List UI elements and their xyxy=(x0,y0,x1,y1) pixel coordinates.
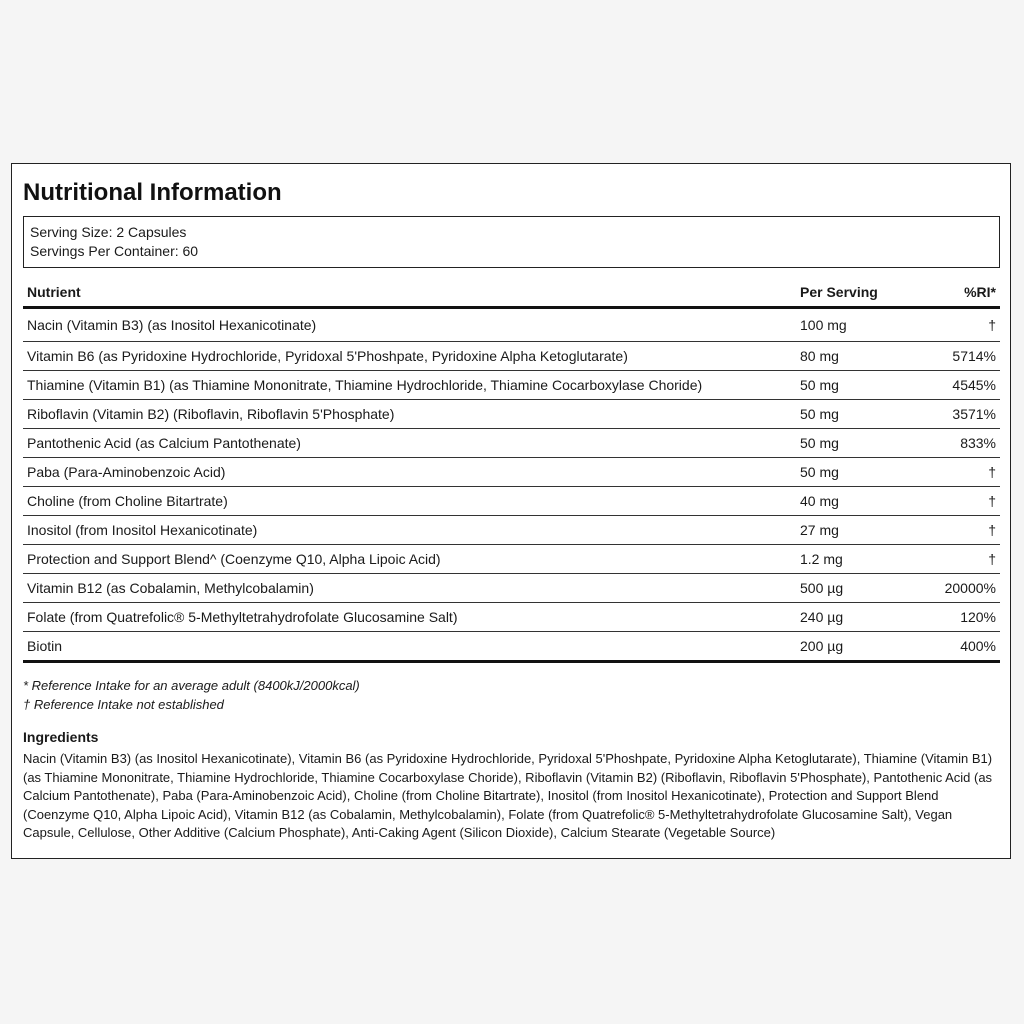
footnote-reference-intake: * Reference Intake for an average adult (8400kJ/2000kcal) xyxy=(23,678,360,693)
per-serving-value: 1.2 mg xyxy=(796,545,920,574)
ri-value: 4545% xyxy=(920,371,1000,400)
ri-value: 833% xyxy=(920,429,1000,458)
serving-info-box xyxy=(23,216,1000,268)
table-row xyxy=(23,400,1000,429)
per-serving-value: 80 mg xyxy=(796,342,920,371)
ri-value: 3571% xyxy=(920,400,1000,429)
ri-value: † xyxy=(920,458,1000,487)
nutrient-name: Vitamin B6 (as Pyridoxine Hydrochloride, Pyridoxal 5'Phoshpate, Pyridoxine Alpha Ketoglutarate) xyxy=(23,342,796,371)
table-row xyxy=(23,632,1000,662)
table-row xyxy=(23,487,1000,516)
ingredients-heading: Ingredients xyxy=(23,729,99,745)
table-row xyxy=(23,545,1000,574)
footnote-not-established: † Reference Intake not established xyxy=(23,697,224,712)
nutrient-name: Thiamine (Vitamin B1) (as Thiamine Mononitrate, Thiamine Hydrochloride, Thiamine Cocarboxylase Choride) xyxy=(23,371,796,400)
ri-value: † xyxy=(920,545,1000,574)
per-serving-value: 50 mg xyxy=(796,371,920,400)
header-per-serving: Per Serving xyxy=(796,279,920,308)
table-row xyxy=(23,429,1000,458)
per-serving-value: 50 mg xyxy=(796,458,920,487)
nutrient-name: Biotin xyxy=(23,632,796,662)
per-serving-value: 50 mg xyxy=(796,400,920,429)
nutrient-name: Folate (from Quatrefolic® 5-Methyltetrahydrofolate Glucosamine Salt) xyxy=(23,603,796,632)
nutrient-name: Riboflavin (Vitamin B2) (Riboflavin, Riboflavin 5'Phosphate) xyxy=(23,400,796,429)
nutrient-name: Vitamin B12 (as Cobalamin, Methylcobalamin) xyxy=(23,574,796,603)
ri-value: † xyxy=(920,308,1000,342)
per-serving-value: 500 µg xyxy=(796,574,920,603)
nutrient-name: Pantothenic Acid (as Calcium Pantothenate) xyxy=(23,429,796,458)
per-serving-value: 27 mg xyxy=(796,516,920,545)
table-row xyxy=(23,308,1000,342)
ri-value: † xyxy=(920,487,1000,516)
per-serving-value: 200 µg xyxy=(796,632,920,662)
nutrient-name: Nacin (Vitamin B3) (as Inositol Hexanicotinate) xyxy=(23,308,796,342)
header-nutrient: Nutrient xyxy=(23,279,796,308)
servings-per-container: Servings Per Container: 60 xyxy=(30,243,199,259)
nutrient-name: Protection and Support Blend^ (Coenzyme Q10, Alpha Lipoic Acid) xyxy=(23,545,796,574)
table-header-row xyxy=(23,279,1000,308)
per-serving-value: 100 mg xyxy=(796,308,920,342)
nutrition-table xyxy=(23,279,1000,663)
serving-size: Serving Size: 2 Capsules xyxy=(30,224,187,240)
per-serving-value: 40 mg xyxy=(796,487,920,516)
nutrition-panel xyxy=(11,163,1011,859)
table-row xyxy=(23,458,1000,487)
nutrient-name: Paba (Para-Aminobenzoic Acid) xyxy=(23,458,796,487)
ingredients-text: Nacin (Vitamin B3) (as Inositol Hexanicotinate), Vitamin B6 (as Pyridoxine Hydrochloride, Pyridoxal 5'Phoshpate, Pyridoxine Alpha Ketoglutarate), Thiamine (Vitamin B1) (as Thiamine Mononitrate, Thiamine Hydrochloride, Thiamine Cocarboxylase Choride), Riboflavin (Vitamin B2) (Riboflavin, Riboflavin 5'Phosphate), Pantothenic Acid (as Calcium Pantothenate), Paba (Para-Aminobenzoic Acid), Choline (from Choline Bitartrate), Inositol (from Inositol Hexanicotinate), Protection and Support Blend (Coenzyme Q10, Alpha Lipoic Acid), Vitamin B12 (as Cobalamin, Methylcobalamin), Folate (from Quatrefolic® 5-Methyltetrahydrofolate Glucosamine Salt), Vegan Capsule, Cellulose, Other Additive (Calcium Phosphate), Anti-Caking Agent (Silicon Dioxide), Calcium Stearate (Vegetable Source) xyxy=(23,751,993,840)
table-row xyxy=(23,342,1000,371)
per-serving-value: 50 mg xyxy=(796,429,920,458)
ri-value: 20000% xyxy=(920,574,1000,603)
nutrient-name: Inositol (from Inositol Hexanicotinate) xyxy=(23,516,796,545)
ri-value: 400% xyxy=(920,632,1000,662)
ri-value: 5714% xyxy=(920,342,1000,371)
table-row xyxy=(23,516,1000,545)
footnotes xyxy=(23,676,1000,714)
ri-value: † xyxy=(920,516,1000,545)
page-title: Nutritional Information xyxy=(23,179,282,206)
table-row xyxy=(23,574,1000,603)
nutrient-name: Choline (from Choline Bitartrate) xyxy=(23,487,796,516)
table-row xyxy=(23,603,1000,632)
per-serving-value: 240 µg xyxy=(796,603,920,632)
table-row xyxy=(23,371,1000,400)
ri-value: 120% xyxy=(920,603,1000,632)
header-ri: %RI* xyxy=(920,279,1000,308)
